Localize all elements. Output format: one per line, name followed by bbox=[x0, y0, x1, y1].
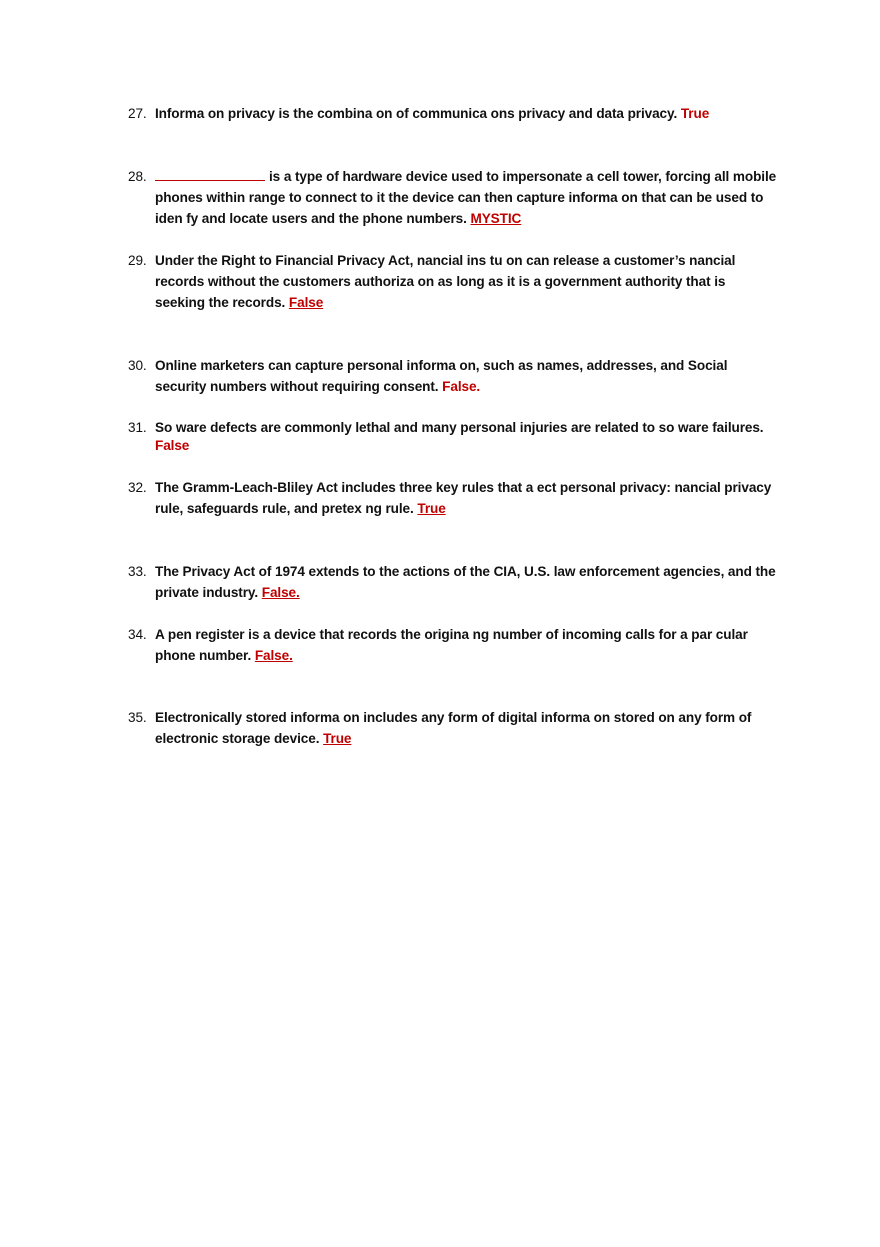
answer: MYSTIC bbox=[470, 211, 522, 226]
question-number: 28. bbox=[128, 169, 147, 184]
question-body: Online marketers can capture personal informa on, such as names, addresses, and Social security numbers without requiring consent. bbox=[155, 358, 728, 394]
answer: False bbox=[288, 295, 324, 310]
question-number: 31. bbox=[128, 420, 147, 435]
question-number: 32. bbox=[128, 480, 147, 495]
question-body: The Privacy Act of 1974 extends to the actions of the CIA, U.S. law enforcement agencies, and the private industry. bbox=[155, 564, 776, 600]
answer: False bbox=[155, 438, 190, 453]
question-number: 27. bbox=[128, 106, 147, 121]
question-27 bbox=[128, 103, 778, 124]
answer: False. bbox=[254, 648, 293, 663]
question-text bbox=[155, 624, 778, 666]
answer: True bbox=[323, 731, 352, 746]
question-body: A pen register is a device that records the origina ng number of incoming calls for a par cular phone number. bbox=[155, 627, 748, 663]
question-body: Under the Right to Financial Privacy Act, nancial ins tu on can release a customer’s nancial records without the customers authoriza on as long as it is a government authority that is seeking the records. bbox=[155, 253, 736, 310]
question-number: 35. bbox=[128, 710, 147, 725]
question-body: The Gramm-Leach-Bliley Act includes three key rules that a ect personal privacy: nancial privacy rule, safeguards rule, and pretex ng rule. bbox=[155, 480, 772, 516]
question-text bbox=[155, 477, 778, 519]
question-text bbox=[155, 355, 778, 397]
question-text bbox=[155, 166, 778, 229]
question-body: is a type of hardware device used to impersonate a cell tower, forcing all mobile phones within range to connect to it the device can then capture informa on that can be used to iden fy and locate users and the phone numbers. bbox=[155, 169, 777, 226]
question-30 bbox=[128, 355, 778, 397]
question-text bbox=[155, 419, 778, 455]
question-number: 33. bbox=[128, 564, 147, 579]
answer: False. bbox=[442, 379, 481, 394]
question-body: Electronically stored informa on includes any form of digital informa on stored on any form of electronic storage device. bbox=[155, 710, 752, 746]
answer: True bbox=[417, 501, 446, 516]
question-34 bbox=[128, 624, 778, 666]
fill-in-blank bbox=[155, 168, 265, 181]
question-number: 29. bbox=[128, 253, 147, 268]
question-29 bbox=[128, 250, 778, 313]
question-text bbox=[155, 103, 778, 124]
question-33 bbox=[128, 561, 778, 603]
answer: False. bbox=[261, 585, 300, 600]
question-text bbox=[155, 250, 778, 313]
question-body: So ware defects are commonly lethal and many personal injuries are related to so ware failures. bbox=[155, 420, 764, 435]
question-31 bbox=[128, 419, 778, 455]
question-number: 30. bbox=[128, 358, 147, 373]
question-text bbox=[155, 561, 778, 603]
question-body: Informa on privacy is the combina on of communica ons privacy and data privacy. bbox=[155, 106, 678, 121]
question-text bbox=[155, 707, 778, 749]
question-28 bbox=[128, 166, 778, 229]
question-number: 34. bbox=[128, 627, 147, 642]
answer: True bbox=[680, 106, 710, 121]
question-32 bbox=[128, 477, 778, 519]
question-35 bbox=[128, 707, 778, 749]
